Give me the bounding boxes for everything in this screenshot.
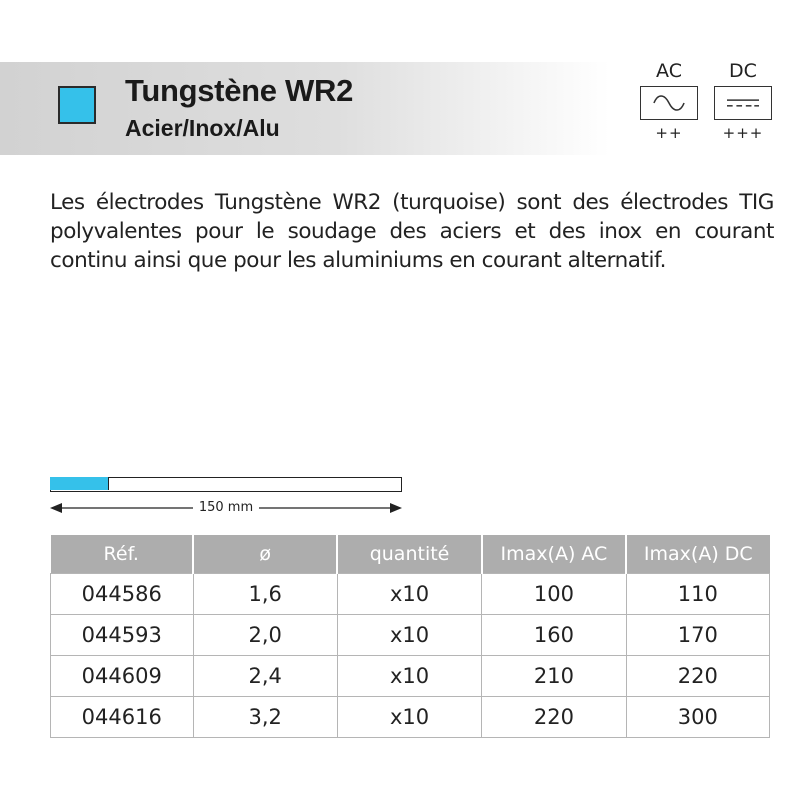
- electrode-color-tip: [50, 477, 109, 490]
- cell-imax-ac: 220: [482, 697, 626, 738]
- product-title: Tungstène WR2: [125, 73, 354, 108]
- dc-rating: +++: [722, 124, 764, 142]
- header-imax-ac: Imax(A) AC: [482, 535, 626, 574]
- cell-diameter: 2,4: [193, 656, 337, 697]
- cell-imax-ac: 100: [482, 574, 626, 615]
- table-row: [51, 574, 770, 615]
- ac-current-indicator: [636, 60, 702, 143]
- cell-quantity: x10: [337, 656, 481, 697]
- cell-ref: 044586: [51, 574, 194, 615]
- dc-current-icon: [714, 86, 772, 120]
- header-ref: Réf.: [51, 535, 194, 574]
- cell-imax-dc: 110: [626, 574, 769, 615]
- ac-sine-wave-icon: [640, 86, 698, 120]
- specs-table: [50, 535, 770, 738]
- cell-quantity: x10: [337, 615, 481, 656]
- cell-imax-ac: 160: [482, 615, 626, 656]
- cell-imax-dc: 170: [626, 615, 769, 656]
- length-dimension: [50, 498, 402, 518]
- cell-quantity: x10: [337, 574, 481, 615]
- cell-diameter: 3,2: [193, 697, 337, 738]
- cell-diameter: 1,6: [193, 574, 337, 615]
- dc-current-indicator: [710, 60, 776, 143]
- dc-label: DC: [729, 60, 757, 82]
- cell-imax-ac: 210: [482, 656, 626, 697]
- cell-ref: 044616: [51, 697, 194, 738]
- cell-ref: 044609: [51, 656, 194, 697]
- length-label: 150 mm: [193, 500, 259, 515]
- cell-imax-dc: 220: [626, 656, 769, 697]
- product-subtitle: Acier/Inox/Alu: [125, 115, 280, 141]
- ac-rating: ++: [655, 124, 683, 142]
- table-row: [51, 656, 770, 697]
- cell-ref: 044593: [51, 615, 194, 656]
- color-swatch: [58, 86, 96, 124]
- table-row: [51, 615, 770, 656]
- cell-imax-dc: 300: [626, 697, 769, 738]
- table-row: [51, 697, 770, 738]
- table-header-row: [51, 535, 770, 574]
- product-description: Les électrodes Tungstène WR2 (turquoise) sont des électrodes TIG polyvalentes pour le soudage des aciers et des inox en courant continu ainsi que pour les aluminiums en courant alternatif.: [50, 190, 774, 273]
- cell-quantity: x10: [337, 697, 481, 738]
- electrode-illustration: [50, 477, 402, 493]
- cell-diameter: 2,0: [193, 615, 337, 656]
- header-imax-dc: Imax(A) DC: [626, 535, 769, 574]
- header-quantity: quantité: [337, 535, 481, 574]
- header-diameter: ø: [193, 535, 337, 574]
- ac-label: AC: [656, 60, 682, 82]
